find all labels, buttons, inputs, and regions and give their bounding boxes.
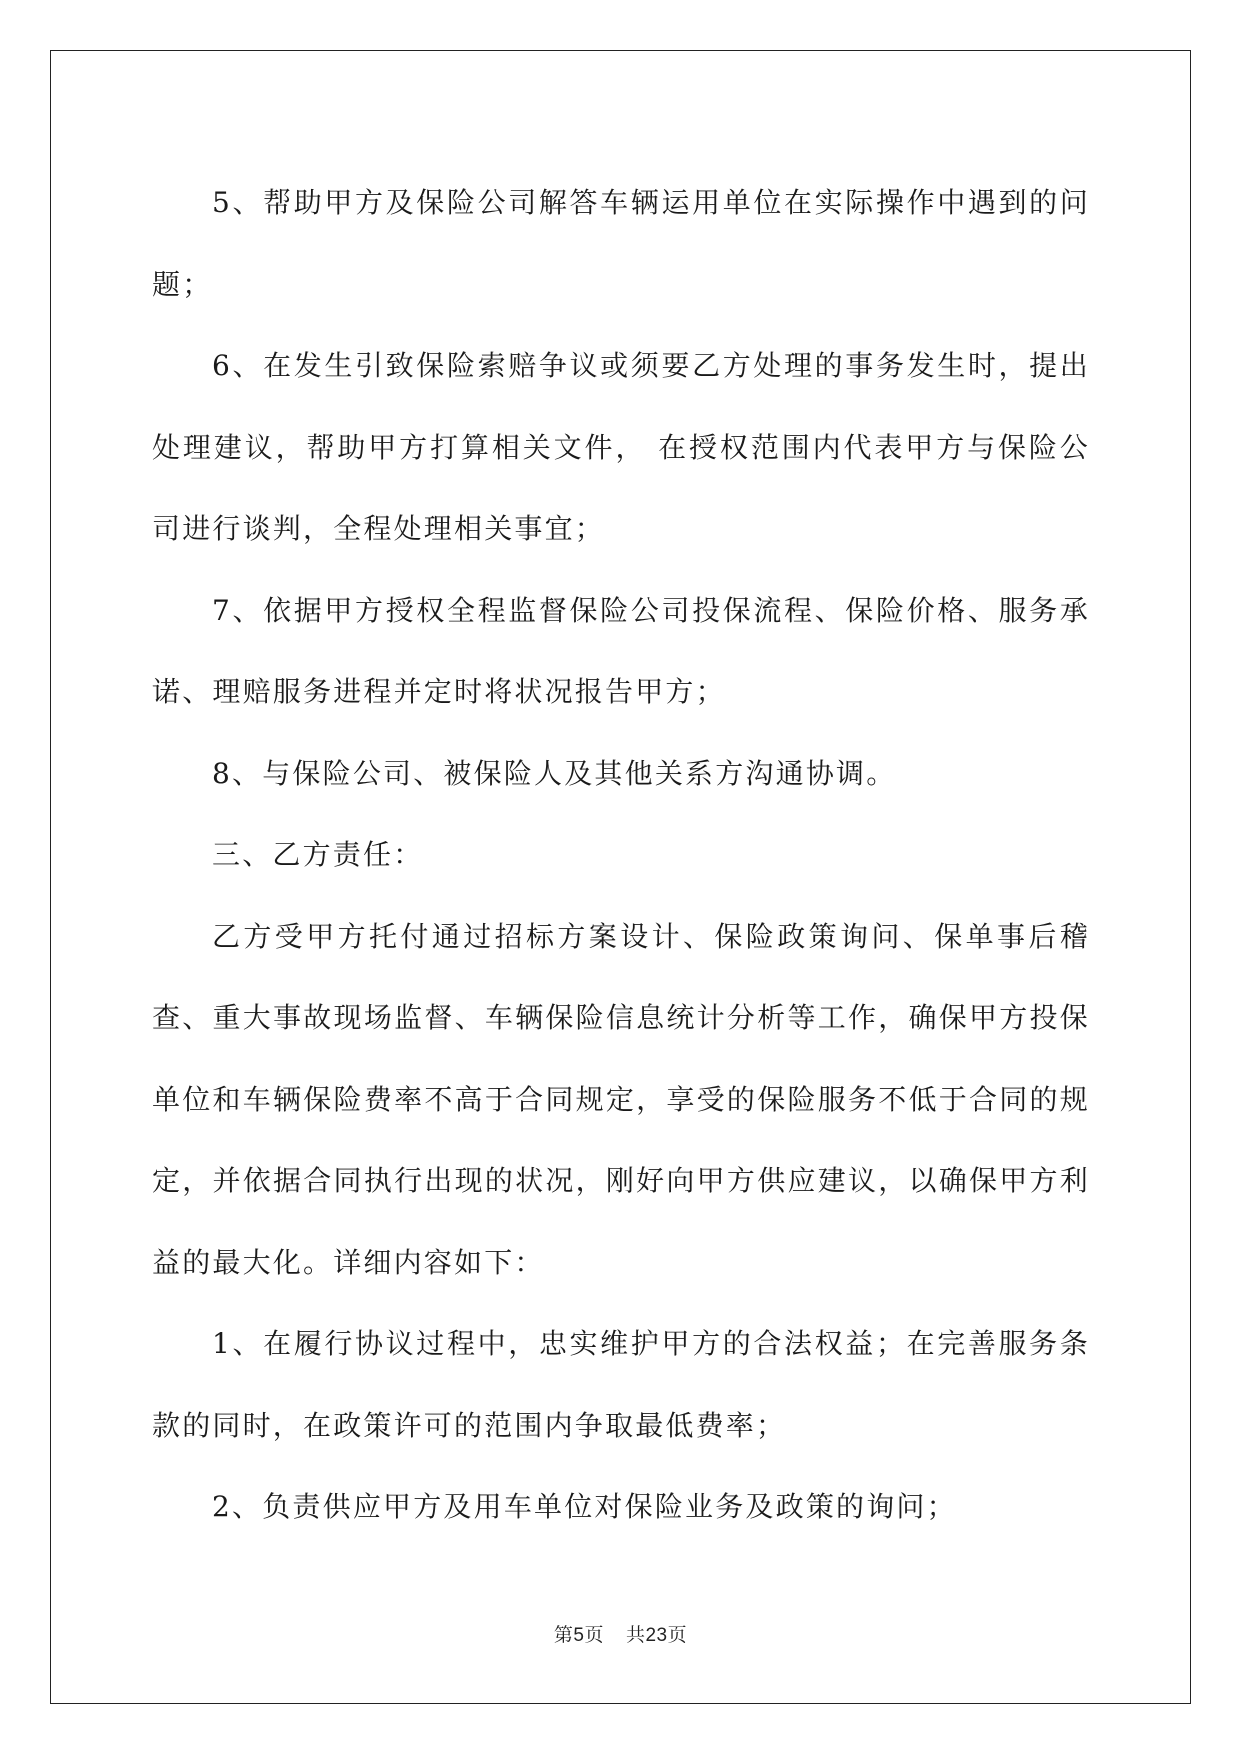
section-heading-party-b-responsibility: 三、乙方责任： [212, 838, 424, 871]
paragraph-item-8: 8、与保险公司、被保险人及其他关系方沟通协调。 [212, 756, 897, 790]
paragraph-item-6: 6、在发生引致保险索赔争议或须要乙方处理的事务发生时，提出处理建议，帮助甲方打算相关文件， 在授权范围内代表甲方与保险公司进行谈判，全程处理相关事宜； [152, 349, 1090, 545]
paragraph-duty-1: 1、在履行协议过程中，忠实维护甲方的合法权益；在完善服务条款的同时，在政策许可的范围内争取最低费率； [152, 1327, 1090, 1442]
current-page-label: 第5页 [553, 1625, 604, 1646]
paragraph-item-7: 7、依据甲方授权全程监督保险公司投保流程、保险价格、服务承诺、理赔服务进程并定时将状况报告甲方； [152, 593, 1090, 708]
total-pages-label: 共23页 [625, 1625, 688, 1646]
paragraph-item-5: 5、帮助甲方及保险公司解答车辆运用单位在实际操作中遇到的问题； [152, 186, 1090, 301]
paragraph-duty-2: 2、负责供应甲方及用车单位对保险业务及政策的询问； [212, 1490, 957, 1523]
paragraph-party-b-intro: 乙方受甲方托付通过招标方案设计、保险政策询问、保单事后稽查、重大事故现场监督、车辆保险信息统计分析等工作，确保甲方投保单位和车辆保险费率不高于合同规定，享受的保险服务不低于合同的规定，并依据合同执行出现的状况，刚好向甲方供应建议，以确保甲方利益的最大化。详细内容如下： [152, 919, 1090, 1279]
page-number-footer [0, 1620, 1241, 1647]
document-body [152, 162, 1090, 1548]
